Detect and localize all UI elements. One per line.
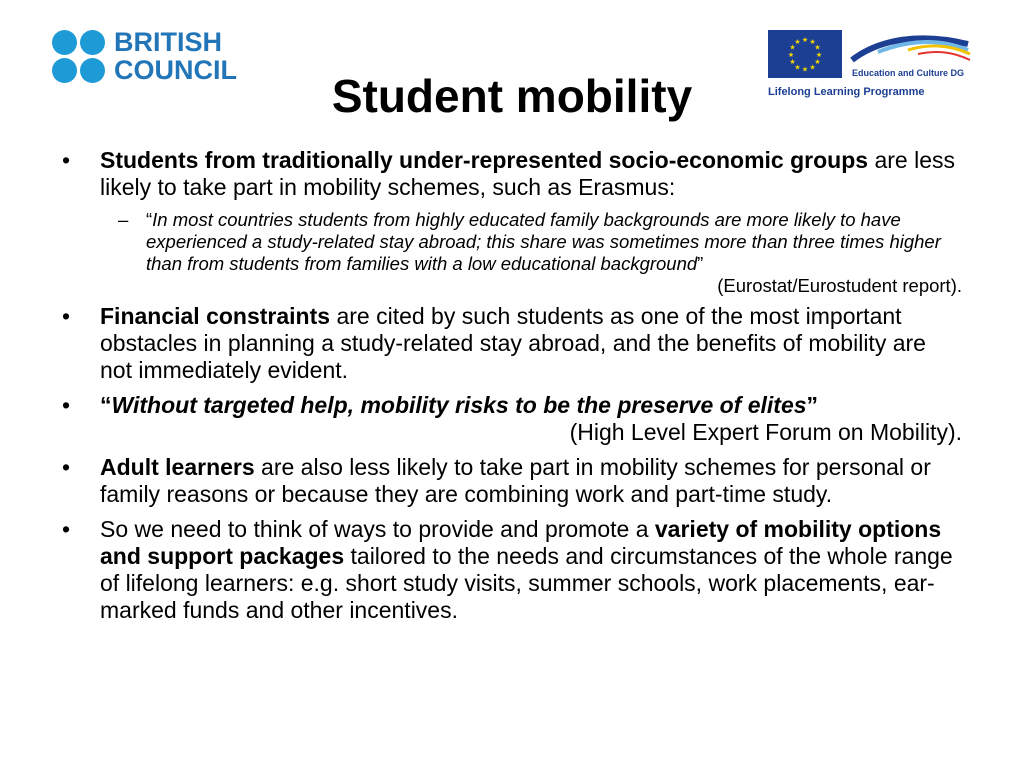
bc-line-1: BRITISH [114, 27, 222, 57]
svg-text:★: ★ [787, 51, 795, 59]
slide-body [62, 147, 962, 632]
bullet-quote-text: Without targeted help, mobility risks to be the preserve of elites [111, 392, 807, 418]
open-quote: “ [100, 392, 112, 418]
svg-text:★: ★ [794, 38, 801, 46]
bullet-item [62, 392, 962, 446]
svg-text:★: ★ [809, 63, 816, 72]
bc-line-2: COUNCIL [114, 55, 237, 85]
svg-text:★: ★ [814, 43, 821, 52]
quote-source: (Eurostat/Eurostudent report). [717, 275, 962, 296]
close-quote: ” [697, 253, 704, 274]
open-quote: “ [146, 209, 153, 230]
sub-quote-text: In most countries students from highly educated family backgrounds are more likely to have experienced a study-related stay abroad; this share was sometimes more than three times higher than from students from families with a low educational background [146, 209, 941, 274]
close-quote: ” [806, 392, 819, 418]
bullet-item [62, 303, 962, 384]
svg-text:★: ★ [801, 65, 809, 74]
bullet-text: tailored to the needs and circumstances of the whole range of lifelong learners: e.g. short study visits, summer schools, work placements, ear-marked funds and other incentives. [100, 543, 953, 623]
bullet-text: are less likely to take part in mobility schemes, such as Erasmus: [100, 147, 955, 200]
svg-text:★: ★ [794, 63, 801, 72]
bullet-item [62, 147, 962, 201]
bullet-item [62, 516, 962, 624]
bullet-bold-text: Students from traditionally under-represented socio-economic groups [100, 147, 869, 173]
svg-text:★: ★ [809, 38, 816, 46]
eu-swoosh-icon [848, 30, 972, 70]
svg-text:★: ★ [789, 43, 796, 52]
eu-llp-label: Lifelong Learning Programme [768, 86, 925, 98]
sub-bullet-item [62, 209, 962, 297]
svg-text:★: ★ [789, 58, 796, 66]
quote-source: (High Level Expert Forum on Mobility). [569, 419, 962, 445]
bullet-item [62, 454, 962, 508]
bullet-mark: • [62, 147, 71, 173]
svg-text:★: ★ [801, 36, 809, 44]
bullet-text: are cited by such students as one of the most important obstacles in planning a study-related stay abroad, and the benefits of mobility are not immediately evident. [100, 303, 926, 383]
svg-text:★: ★ [815, 51, 823, 59]
bullet-mark: • [62, 454, 71, 480]
bullet-bold-text: Adult learners [100, 454, 255, 480]
bullet-text: are also less likely to take part in mobility schemes for personal or family reasons or because they are combining work and part-time study. [100, 454, 931, 507]
bullet-mark: • [62, 303, 71, 329]
sub-bullet-mark: – [118, 209, 129, 230]
slide-title: Student mobility [331, 70, 693, 122]
eu-dg-label: Education and Culture DG [852, 68, 965, 78]
bullet-mark: • [62, 516, 71, 542]
svg-text:★: ★ [814, 58, 821, 66]
bullet-mark: • [62, 392, 71, 418]
bullet-text: So we need to think of ways to provide and promote a [100, 516, 655, 542]
bullet-bold-text: Financial constraints [100, 303, 331, 329]
bullet-bold-text: variety of mobility options and support packages [100, 516, 942, 569]
